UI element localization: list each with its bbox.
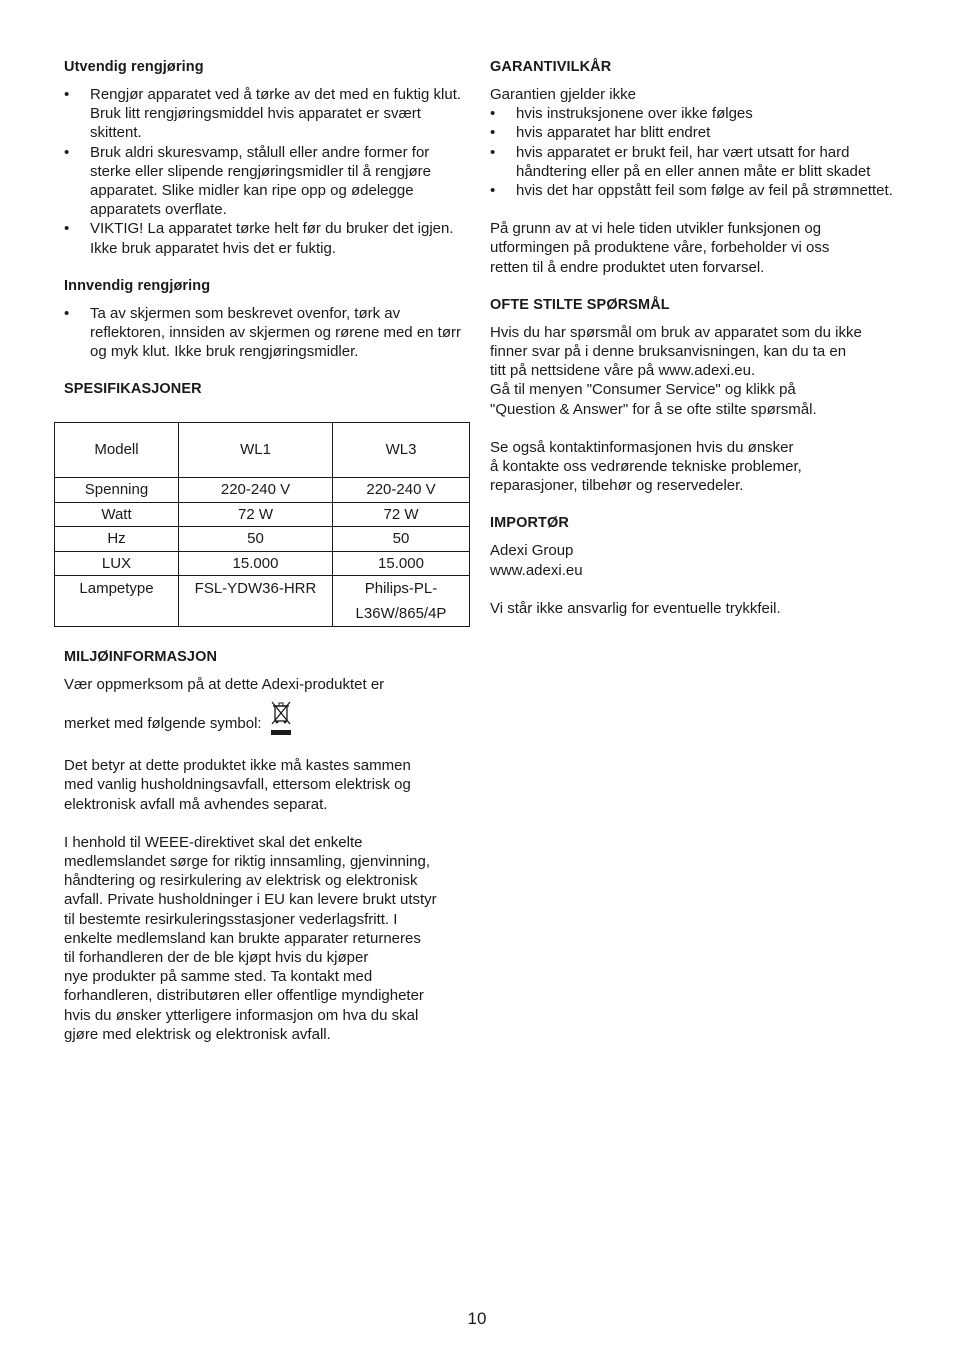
table-cell: 220-240 V <box>333 478 470 503</box>
table-cell: 50 <box>179 527 333 552</box>
environment-line-2: merket med følgende symbol: <box>64 715 262 733</box>
list-item: • hvis instruksjonene over ikke følges <box>490 104 900 123</box>
list-item: • hvis apparatet har blitt endret <box>490 123 900 142</box>
table-cell: LUX <box>55 551 179 576</box>
left-column <box>64 58 464 407</box>
exterior-cleaning-heading: Utvendig rengjøring <box>64 59 204 75</box>
list-item: • Bruk aldri skuresvamp, stålull eller andre former for sterke eller slipende rengjøringsmidler til å rengjøre apparatet. Slike midler kan ripe opp og ødelegge apparatets overflate. <box>64 143 464 220</box>
table-row <box>55 551 470 576</box>
disclaimer: Vi står ikke ansvarlig for eventuelle trykkfeil. <box>490 599 781 617</box>
list-item: • VIKTIG! La apparatet tørke helt før du bruker det igjen. Ikke bruk apparatet hvis det er fuktig. <box>64 219 464 257</box>
table-cell: 220-240 V <box>179 478 333 503</box>
table-cell: Lampetype <box>55 576 179 627</box>
table-cell: FSL-YDW36-HRR <box>179 576 333 627</box>
importer-website: www.adexi.eu <box>490 561 583 579</box>
exterior-cleaning-list <box>64 85 464 258</box>
warranty-heading: GARANTIVILKÅR <box>490 59 612 75</box>
environment-line-1: Vær oppmerksom på at dette Adexi-produktet er <box>64 676 385 693</box>
environment-section <box>64 648 464 1044</box>
table-cell: 72 W <box>179 502 333 527</box>
importer-name: Adexi Group <box>490 542 574 560</box>
specifications-heading: SPESIFIKASJONER <box>64 381 202 398</box>
table-cell: 50 <box>333 527 470 552</box>
interior-cleaning-heading: Innvendig rengjøring <box>64 277 211 294</box>
list-item: • hvis det har oppstått feil som følge av feil på strømnettet. <box>490 181 900 200</box>
table-header-cell: WL3 <box>333 423 470 478</box>
table-cell: Spenning <box>55 478 179 503</box>
warranty-intro: Garantien gjelder ikke <box>490 86 636 103</box>
table-cell: Hz <box>55 527 179 552</box>
importer-heading: IMPORTØR <box>490 515 569 532</box>
specifications-table <box>54 422 470 627</box>
faq-paragraph-1: Hvis du har spørsmål om bruk av apparatet som du ikke finner svar på i denne bruksanvisningen, kan du ta en titt på nettsidene våre på www.adexi.eu. Gå til menyen "Consumer Service" og klikk på "Question & Answer" for å se ofte stilte spørsmål. <box>490 323 862 418</box>
environment-heading: MILJØINFORMASJON <box>64 649 218 665</box>
table-row <box>55 502 470 527</box>
interior-cleaning-list <box>64 304 464 362</box>
table-cell: Philips-PL- L36W/865/4P <box>333 576 470 627</box>
list-item: • Rengjør apparatet ved å tørke av det med en fuktig klut. Bruk litt rengjøringsmiddel hvis apparatet er svært skittent. <box>64 85 464 143</box>
faq-paragraph-2: Se også kontaktinformasjonen hvis du ønsker å kontakte oss vedrørende tekniske problemer, reparasjoner, tilbehør og reservedeler. <box>490 438 802 495</box>
table-cell: 72 W <box>333 502 470 527</box>
weee-crossed-bin-icon <box>270 700 292 736</box>
table-cell: 15.000 <box>333 551 470 576</box>
table-cell: Watt <box>55 502 179 527</box>
table-header-cell: WL1 <box>179 423 333 478</box>
warranty-list <box>490 104 900 200</box>
environment-paragraph-2: Det betyr at dette produktet ikke må kastes sammen med vanlig husholdningsavfall, ettersom elektrisk og elektronisk avfall må avhendes separat. <box>64 757 411 813</box>
table-row <box>55 478 470 503</box>
environment-paragraph-3: I henhold til WEEE-direktivet skal det enkelte medlemslandet sørge for riktig innsamling, gjenvinning, håndtering og resirkulering av elektrisk og elektronisk avfall. Private husholdninger i EU kan levere brukt utstyr til bestemte resirkuleringsstasjoner vederlagsfritt. I enkelte medlemsland kan brukte apparater returneres til forhandleren der de ble kjøpt hvis du kjøper nye produkter på samme sted. Ta kontakt med forhandleren, distributøren eller offentlige myndigheter hvis du ønsker ytterligere informasjon om hva du skal gjøre med elektrisk og elektronisk avfall. <box>64 833 437 1043</box>
table-row <box>55 576 470 627</box>
list-item: • Ta av skjermen som beskrevet ovenfor, tørk av reflektoren, innsiden av skjermen og rørene med en tørr og myk klut. Ikke bruk rengjøringsmidler. <box>64 304 464 362</box>
warranty-note: På grunn av at vi hele tiden utvikler funksjonen og utformingen på produktene våre, forbeholder vi oss retten til å endre produktet uten forvarsel. <box>490 220 830 276</box>
table-header-cell: Modell <box>55 423 179 478</box>
environment-symbol-line <box>64 700 464 736</box>
faq-heading: OFTE STILTE SPØRSMÅL <box>490 296 670 313</box>
right-column <box>490 58 900 618</box>
table-cell: 15.000 <box>179 551 333 576</box>
table-row <box>55 527 470 552</box>
page-number: 10 <box>467 1309 487 1328</box>
table-header-row <box>55 423 470 478</box>
list-item: • hvis apparatet er brukt feil, har vært utsatt for hard håndtering eller på en eller annen måte er blitt skadet <box>490 143 900 181</box>
